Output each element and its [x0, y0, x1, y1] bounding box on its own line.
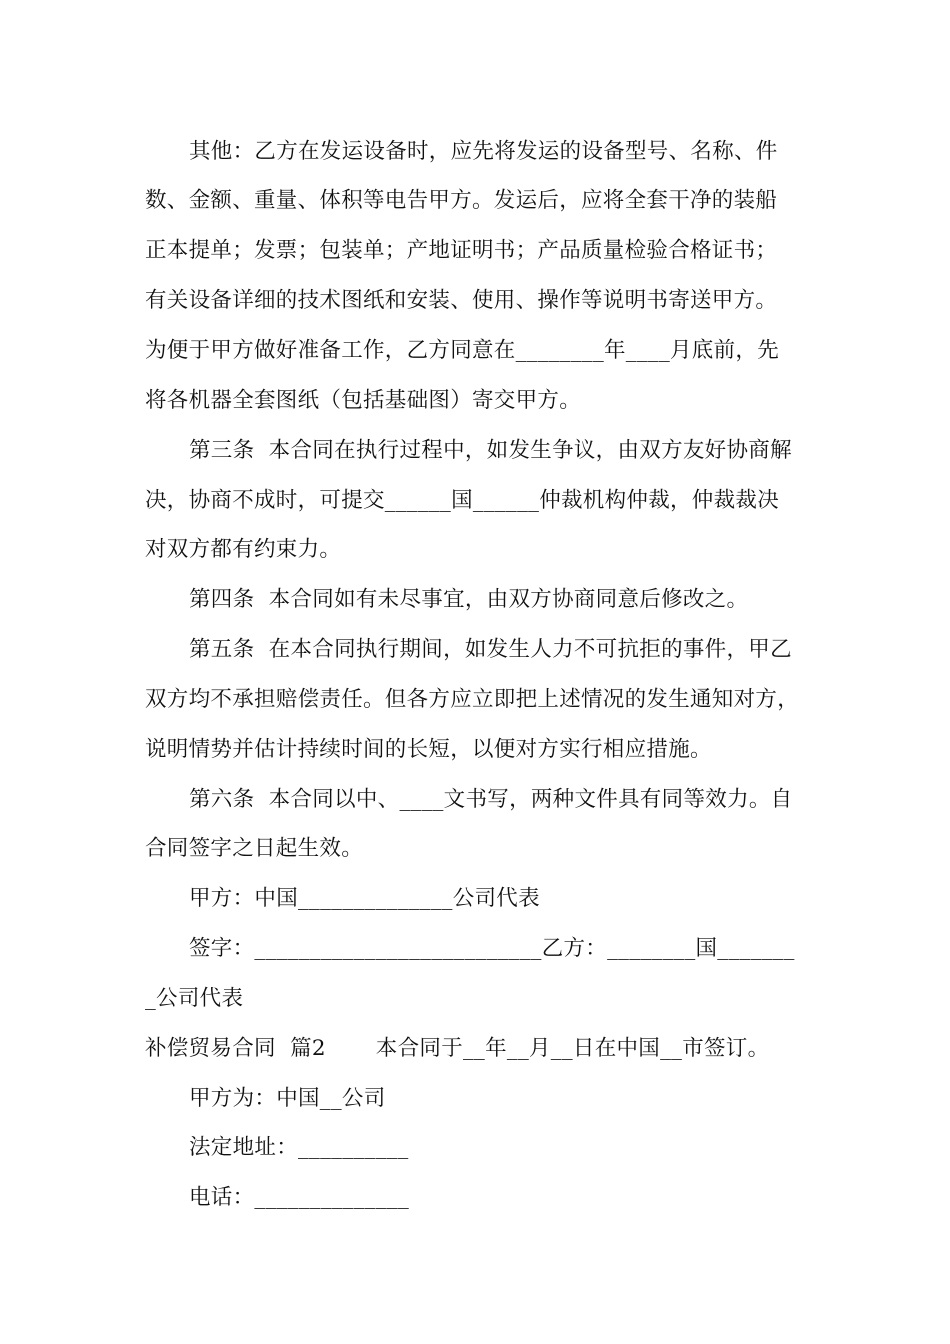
clause-3-line: 第三条 本合同在执行过程中，如发生争议，由双方友好协商解: [189, 438, 792, 463]
phone-line: 电话：______________: [189, 1185, 410, 1210]
text-line: 将各机器全套图纸（包括基础图）寄交甲方。: [145, 388, 582, 413]
text-line: 正本提单；发票；包装单；产地证明书；产品质量检验合格证书；: [145, 238, 778, 263]
text-line: 决，协商不成时，可提交______国______仲裁机构仲裁，仲裁裁决: [145, 488, 780, 513]
legal-address-line: 法定地址：__________: [189, 1135, 409, 1160]
text-line: 合同签字之日起生效。: [145, 836, 364, 861]
text-line: 对双方都有约束力。: [145, 537, 342, 562]
text-line: 为便于甲方做好准备工作，乙方同意在________年____月底前，先: [145, 338, 780, 363]
signature-line: 签字：__________________________乙方：________国_______: [189, 936, 795, 961]
clause-6-line: 第六条 本合同以中、____文书写，两种文件具有同等效力。自: [189, 787, 793, 812]
text-line: 双方均不承担赔偿责任。但各方应立即把上述情况的发生通知对方，: [145, 687, 800, 712]
text-line: 有关设备详细的技术图纸和安装、使用、操作等说明书寄送甲方。: [145, 288, 778, 313]
clause-5-line: 第五条 在本合同执行期间，如发生人力不可抗拒的事件，甲乙: [189, 637, 792, 662]
text-line: 数、金额、重量、体积等电告甲方。发运后，应将全套干净的装船: [145, 188, 778, 213]
clause-4-line: 第四条 本合同如有未尽事宜，由双方协商同意后修改之。: [189, 587, 749, 612]
party-a-name-line: 甲方为：中国__公司: [189, 1086, 386, 1111]
section-heading-line: 补偿贸易合同 篇2 本合同于__年__月__日在中国__市签订。: [145, 1036, 770, 1061]
text-line: _公司代表: [145, 986, 244, 1011]
party-a-line: 甲方：中国______________公司代表: [189, 886, 540, 911]
text-line: 说明情势并估计持续时间的长短，以便对方实行相应措施。: [145, 737, 712, 762]
text-line: 其他：乙方在发运设备时，应先将发运的设备型号、名称、件: [189, 139, 778, 164]
